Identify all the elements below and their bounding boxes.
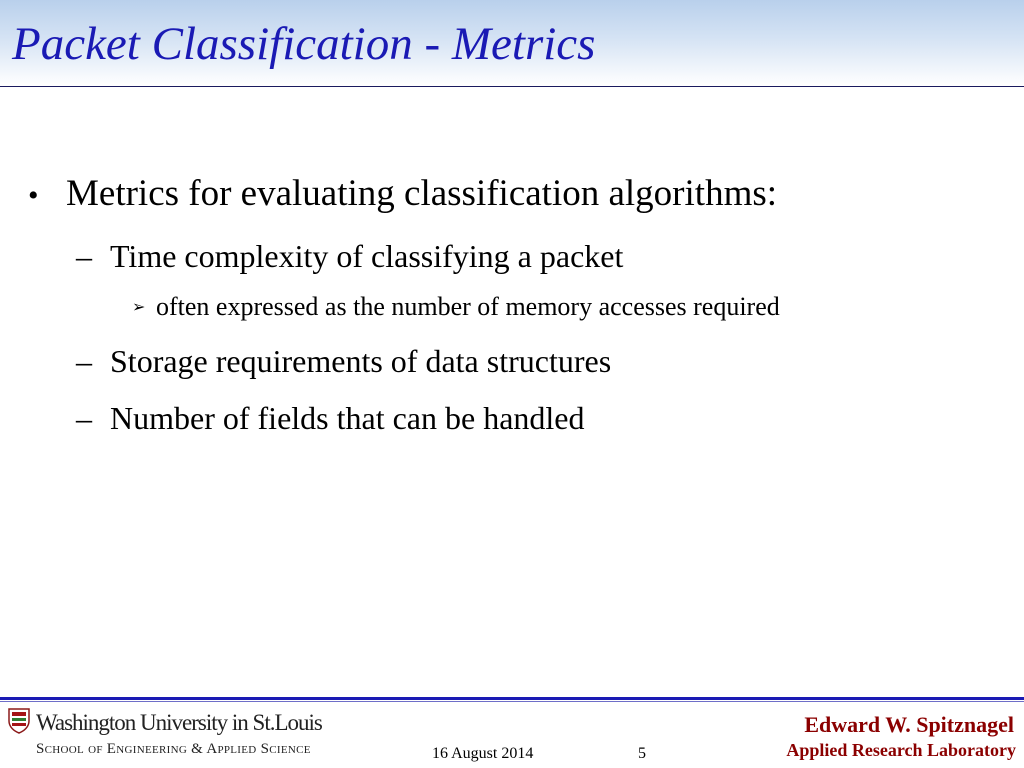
footer-divider-thin bbox=[0, 701, 1024, 702]
sub-sub-bullet-memory-accesses bbox=[132, 289, 780, 326]
university-logo bbox=[8, 708, 348, 764]
sub-bullet-storage bbox=[76, 340, 611, 382]
sub-bullet-fields bbox=[76, 397, 585, 439]
university-name: Washington University in St.Louis bbox=[36, 710, 322, 735]
shield-icon bbox=[8, 708, 30, 734]
arrow-bullet-icon: ➢ bbox=[132, 299, 146, 316]
bullet-main bbox=[28, 170, 777, 220]
page-number: 5 bbox=[638, 745, 646, 762]
bullet-main-text: Metrics for evaluating classification algorithms: bbox=[66, 173, 778, 214]
sub-bullet-text: Time complexity of classifying a packet bbox=[110, 238, 624, 274]
sub-bullet-text: Number of fields that can be handled bbox=[110, 400, 585, 436]
lab-name: Applied Research Laboratory bbox=[786, 740, 1016, 760]
dash-icon: – bbox=[76, 343, 92, 379]
footer-date: 16 August 2014 bbox=[432, 745, 534, 762]
sub-bullet-text: Storage requirements of data structures bbox=[110, 343, 612, 379]
sub-sub-bullet-text: often expressed as the number of memory accesses required bbox=[156, 292, 780, 321]
author-name: Edward W. Spitznagel bbox=[804, 712, 1014, 737]
footer-divider bbox=[0, 697, 1024, 700]
school-name: School of Engineering & Applied Science bbox=[36, 741, 311, 757]
title-divider bbox=[0, 86, 1024, 87]
sub-bullet-time-complexity bbox=[76, 235, 623, 277]
bullet-icon: • bbox=[28, 179, 39, 212]
dash-icon: – bbox=[76, 400, 92, 436]
dash-icon: – bbox=[76, 238, 92, 274]
slide-title: Packet Classification - Metrics bbox=[12, 18, 596, 70]
